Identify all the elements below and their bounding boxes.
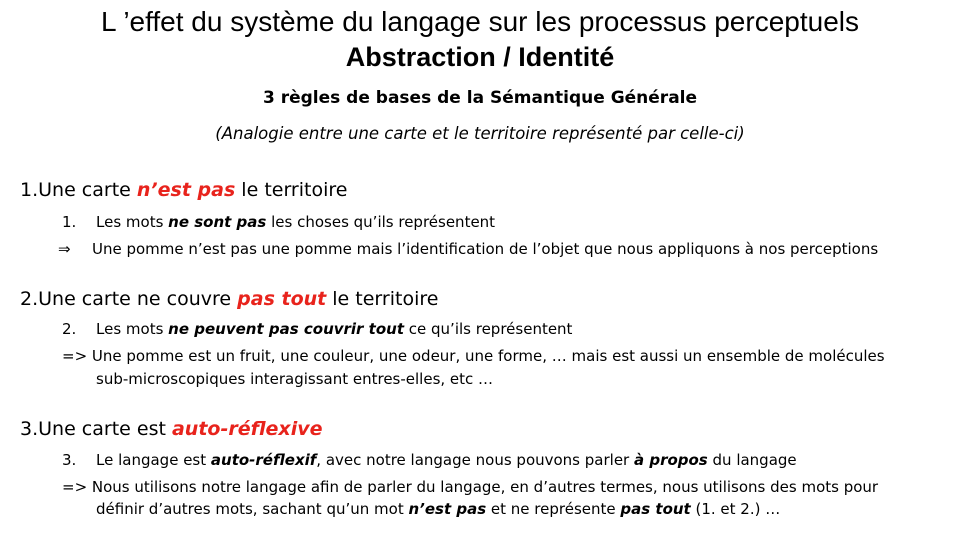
rule-2-prefix: 2.Une carte ne couvre xyxy=(20,288,238,310)
rule-3-example: => Nous utilisons notre langage afin de parler du langage, en d’autres termes, nous utilisons des mots pour xyxy=(62,478,879,496)
slide-title-abstraction: Abstraction / Identité xyxy=(345,42,615,72)
rule-3-example-c: (1. et 2.) … xyxy=(690,500,781,518)
rule-2-subpoint-emphasis: ne peuvent pas couvrir tout xyxy=(168,320,405,338)
rule-2-suffix: le territoire xyxy=(326,288,439,310)
rule-1-emphasis: n’est pas xyxy=(136,179,236,201)
rule-2-example: => Une pomme est un fruit, une couleur, une odeur, une forme, … mais est aussi un ensemble de molécules xyxy=(62,347,885,365)
rule-3-subpoint-b: , avec notre langage nous pouvons parler xyxy=(316,451,634,469)
analogy-note: (Analogie entre une carte et le territoire représenté par celle-ci) xyxy=(215,124,745,143)
rule-1-suffix: le territoire xyxy=(235,179,348,201)
rule-1-heading xyxy=(20,179,347,201)
rule-2-heading xyxy=(20,288,438,310)
rule-3-subpoint-c: du langage xyxy=(707,451,797,469)
rule-1-prefix: 1.Une carte xyxy=(20,179,137,201)
rule-3-subpoint-emphasis: auto-réflexif xyxy=(210,451,317,469)
rule-3-prefix: 3.Une carte est xyxy=(20,418,172,440)
rule-3-example-a: définir d’autres mots, sachant qu’un mot xyxy=(96,500,409,518)
rule-2-example-continued: sub-microscopiques interagissant entres-elles, etc … xyxy=(96,370,494,388)
rule-2-subpoint-a: Les mots xyxy=(96,320,169,338)
arrow-icon: ⇒ xyxy=(58,240,71,258)
rule-3-subpoint-number: 3. xyxy=(62,451,77,469)
rule-1-example xyxy=(58,240,878,258)
rule-3-subpoint-emphasis-2: à propos xyxy=(633,451,708,469)
rule-1-subpoint-number: 1. xyxy=(62,213,77,231)
rule-1-subpoint-a: Les mots xyxy=(96,213,169,231)
rule-3-subpoint xyxy=(62,451,797,469)
slide-subtitle: 3 règles de bases de la Sémantique Générale xyxy=(262,88,698,108)
rule-3-emphasis: auto-réflexive xyxy=(171,418,323,440)
rule-3-example-emphasis: n’est pas xyxy=(408,500,487,518)
rule-1-subpoint xyxy=(62,213,495,231)
rule-3-subpoint-a: Le langage est xyxy=(96,451,211,469)
rule-3-example-continued xyxy=(96,500,780,518)
rule-2-subpoint-b: ce qu’ils représentent xyxy=(404,320,573,338)
rule-3-example-b: et ne représente xyxy=(486,500,621,518)
rule-3-example-emphasis-2: pas tout xyxy=(620,500,691,518)
rule-2-subpoint-number: 2. xyxy=(62,320,77,338)
rule-1-subpoint-b: les choses qu’ils représentent xyxy=(266,213,496,231)
rule-3-heading xyxy=(20,418,322,440)
slide-title: L ’effet du système du langage sur les processus perceptuels xyxy=(101,6,859,37)
rule-2-subpoint xyxy=(62,320,572,338)
rule-1-subpoint-emphasis: ne sont pas xyxy=(168,213,267,231)
rule-1-example-text: Une pomme n’est pas une pomme mais l’identification de l’objet que nous appliquons à nos perceptions xyxy=(92,240,879,258)
rule-2-emphasis: pas tout xyxy=(237,288,327,310)
